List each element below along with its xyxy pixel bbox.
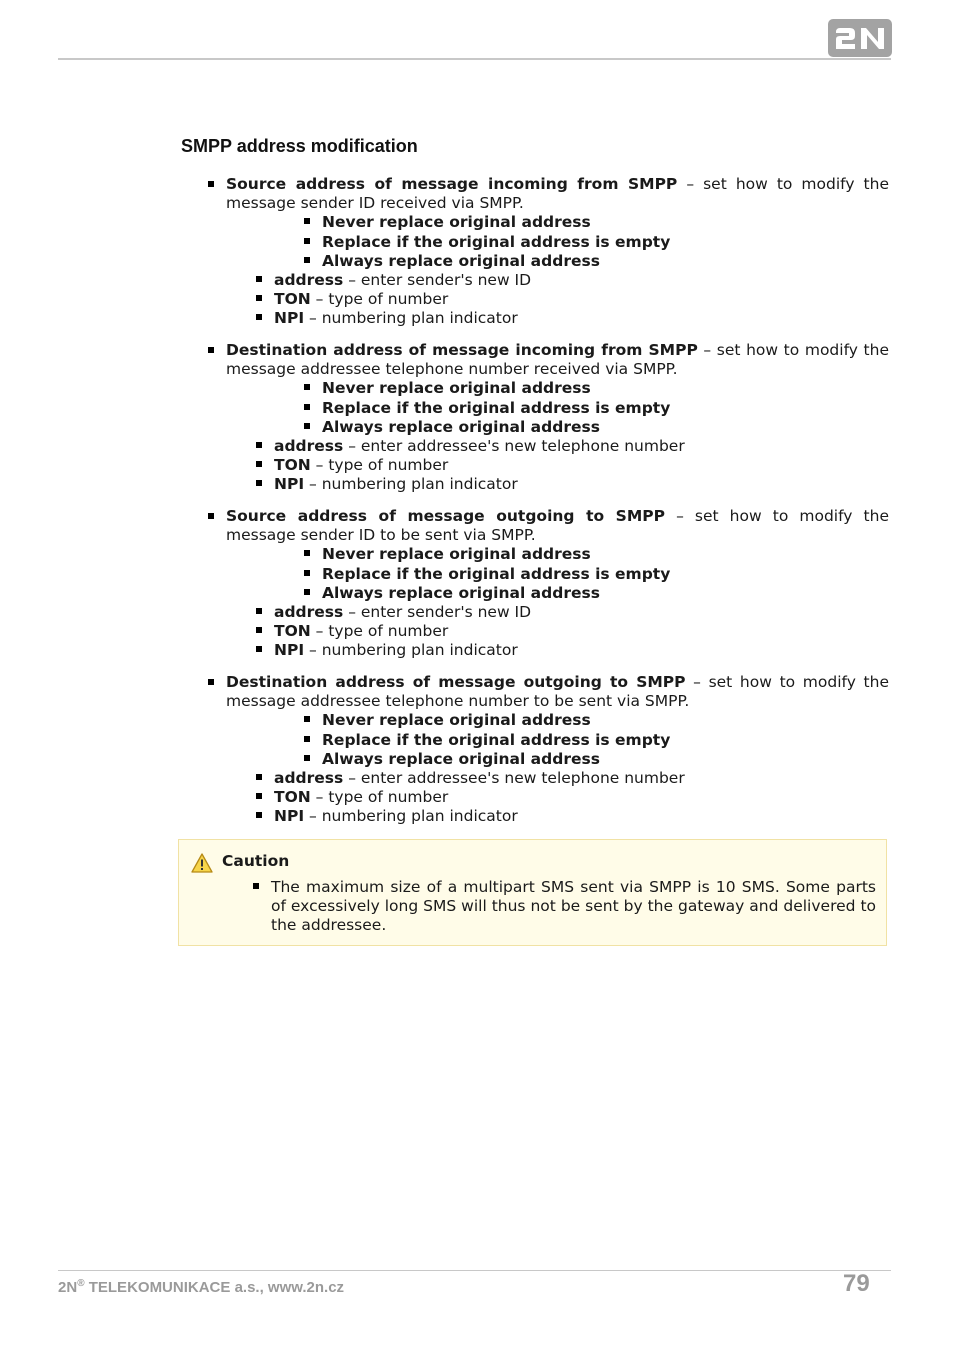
field-name: TON bbox=[274, 456, 311, 475]
option-item bbox=[206, 584, 889, 603]
field-description: – type of number bbox=[310, 456, 449, 475]
field-item bbox=[206, 622, 889, 641]
square-bullet-icon bbox=[256, 480, 262, 486]
field-name: TON bbox=[274, 788, 311, 807]
item-label: Destination address of message outgoing to SMPP bbox=[226, 673, 686, 691]
2n-logo-mark bbox=[828, 19, 892, 57]
square-bullet-icon bbox=[208, 679, 214, 685]
option-label: Replace if the original address is empty bbox=[322, 730, 671, 749]
option-item bbox=[206, 731, 889, 750]
footer-rule bbox=[58, 1270, 891, 1271]
field-description: – enter sender's new ID bbox=[343, 271, 532, 290]
field-name: NPI bbox=[274, 641, 305, 660]
field-description: – numbering plan indicator bbox=[304, 309, 518, 328]
caution-box bbox=[178, 839, 887, 946]
field-name: NPI bbox=[274, 309, 305, 328]
field-description: – type of number bbox=[310, 622, 449, 641]
field-description: – numbering plan indicator bbox=[304, 475, 518, 494]
field-name: NPI bbox=[274, 807, 305, 826]
square-bullet-icon bbox=[304, 755, 310, 761]
footer-company-rest: TELEKOMUNIKACE a.s., www.2n.cz bbox=[84, 1279, 345, 1296]
field-item bbox=[206, 641, 889, 660]
caution-title: Caution bbox=[222, 852, 290, 870]
option-item bbox=[206, 565, 889, 584]
section-source-incoming bbox=[206, 175, 889, 329]
square-bullet-icon bbox=[304, 550, 310, 556]
item-label: Source address of message incoming from SMPP bbox=[226, 175, 678, 193]
field-item bbox=[206, 603, 889, 622]
option-label: Always replace original address bbox=[322, 417, 600, 436]
square-bullet-icon bbox=[253, 883, 259, 889]
field-item bbox=[206, 309, 889, 328]
field-description: – enter addressee's new telephone number bbox=[343, 437, 685, 456]
field-name: TON bbox=[274, 290, 311, 309]
square-bullet-icon bbox=[304, 218, 310, 224]
option-item bbox=[206, 750, 889, 769]
field-item bbox=[206, 271, 889, 290]
field-name: address bbox=[274, 769, 344, 788]
field-item bbox=[206, 456, 889, 475]
square-bullet-icon bbox=[304, 238, 310, 244]
field-name: NPI bbox=[274, 475, 305, 494]
main-list-item bbox=[206, 507, 889, 545]
field-description: – enter sender's new ID bbox=[343, 603, 532, 622]
field-item bbox=[206, 290, 889, 309]
main-list-item bbox=[206, 673, 889, 711]
option-label: Never replace original address bbox=[322, 711, 591, 730]
option-item bbox=[206, 252, 889, 271]
field-description: – type of number bbox=[310, 290, 449, 309]
option-label: Never replace original address bbox=[322, 545, 591, 564]
square-bullet-icon bbox=[256, 627, 262, 633]
main-list-item bbox=[206, 341, 889, 379]
option-label: Always replace original address bbox=[322, 583, 600, 602]
field-name: address bbox=[274, 437, 344, 456]
footer-company-prefix: 2N bbox=[58, 1279, 78, 1296]
option-label: Never replace original address bbox=[322, 213, 591, 232]
square-bullet-icon bbox=[304, 404, 310, 410]
option-item bbox=[206, 418, 889, 437]
field-item bbox=[206, 437, 889, 456]
square-bullet-icon bbox=[304, 570, 310, 576]
field-item bbox=[206, 788, 889, 807]
registered-mark: ® bbox=[77, 1278, 85, 1289]
footer-company bbox=[58, 1278, 344, 1296]
square-bullet-icon bbox=[304, 384, 310, 390]
field-item bbox=[206, 807, 889, 826]
square-bullet-icon bbox=[304, 736, 310, 742]
square-bullet-icon bbox=[304, 423, 310, 429]
square-bullet-icon bbox=[256, 812, 262, 818]
option-item bbox=[206, 213, 889, 232]
section-source-outgoing bbox=[206, 507, 889, 661]
item-label: Source address of message outgoing to SMPP bbox=[226, 507, 665, 525]
square-bullet-icon bbox=[256, 793, 262, 799]
page-title: SMPP address modification bbox=[181, 136, 418, 156]
section-destination-incoming bbox=[206, 341, 889, 495]
2n-logo bbox=[828, 19, 892, 57]
square-bullet-icon bbox=[256, 608, 262, 614]
option-item bbox=[206, 233, 889, 252]
main-list-item bbox=[206, 175, 889, 213]
option-label: Always replace original address bbox=[322, 251, 600, 270]
section-destination-outgoing bbox=[206, 673, 889, 827]
field-name: TON bbox=[274, 622, 311, 641]
header-rule bbox=[58, 58, 891, 60]
warning-triangle-icon bbox=[191, 853, 213, 873]
square-bullet-icon bbox=[256, 442, 262, 448]
field-item bbox=[206, 475, 889, 494]
option-label: Replace if the original address is empty bbox=[322, 398, 671, 417]
item-label: Destination address of message incoming from SMPP bbox=[226, 341, 698, 359]
caution-text: The maximum size of a multipart SMS sent via SMPP is 10 SMS. Some parts of excessively long SMS will thus not be sent by the gateway and delivered to the addressee. bbox=[271, 878, 876, 935]
option-item bbox=[206, 379, 889, 398]
field-description: – numbering plan indicator bbox=[304, 807, 518, 826]
square-bullet-icon bbox=[304, 257, 310, 263]
item-description: – set how to modify the message sender ID to be sent via SMPP. bbox=[226, 507, 889, 545]
square-bullet-icon bbox=[208, 513, 214, 519]
option-label: Never replace original address bbox=[322, 379, 591, 398]
page-number: 79 bbox=[843, 1270, 870, 1297]
square-bullet-icon bbox=[304, 716, 310, 722]
square-bullet-icon bbox=[256, 314, 262, 320]
square-bullet-icon bbox=[256, 276, 262, 282]
option-label: Replace if the original address is empty bbox=[322, 232, 671, 251]
square-bullet-icon bbox=[208, 181, 214, 187]
item-description: – set how to modify the message sender ID received via SMPP. bbox=[226, 175, 889, 213]
field-name: address bbox=[274, 271, 344, 290]
square-bullet-icon bbox=[208, 347, 214, 353]
square-bullet-icon bbox=[256, 295, 262, 301]
option-label: Always replace original address bbox=[322, 749, 600, 768]
square-bullet-icon bbox=[256, 461, 262, 467]
option-item bbox=[206, 545, 889, 564]
square-bullet-icon bbox=[256, 774, 262, 780]
item-description: – set how to modify the message addressee telephone number to be sent via SMPP. bbox=[226, 673, 889, 711]
field-description: – type of number bbox=[310, 788, 449, 807]
field-description: – enter addressee's new telephone number bbox=[343, 769, 685, 788]
field-description: – numbering plan indicator bbox=[304, 641, 518, 660]
caution-list-item bbox=[271, 878, 876, 936]
option-label: Replace if the original address is empty bbox=[322, 564, 671, 583]
item-description: – set how to modify the message addressee telephone number received via SMPP. bbox=[226, 341, 889, 379]
square-bullet-icon bbox=[304, 589, 310, 595]
square-bullet-icon bbox=[256, 646, 262, 652]
option-item bbox=[206, 711, 889, 730]
field-name: address bbox=[274, 603, 344, 622]
field-item bbox=[206, 769, 889, 788]
option-item bbox=[206, 399, 889, 418]
